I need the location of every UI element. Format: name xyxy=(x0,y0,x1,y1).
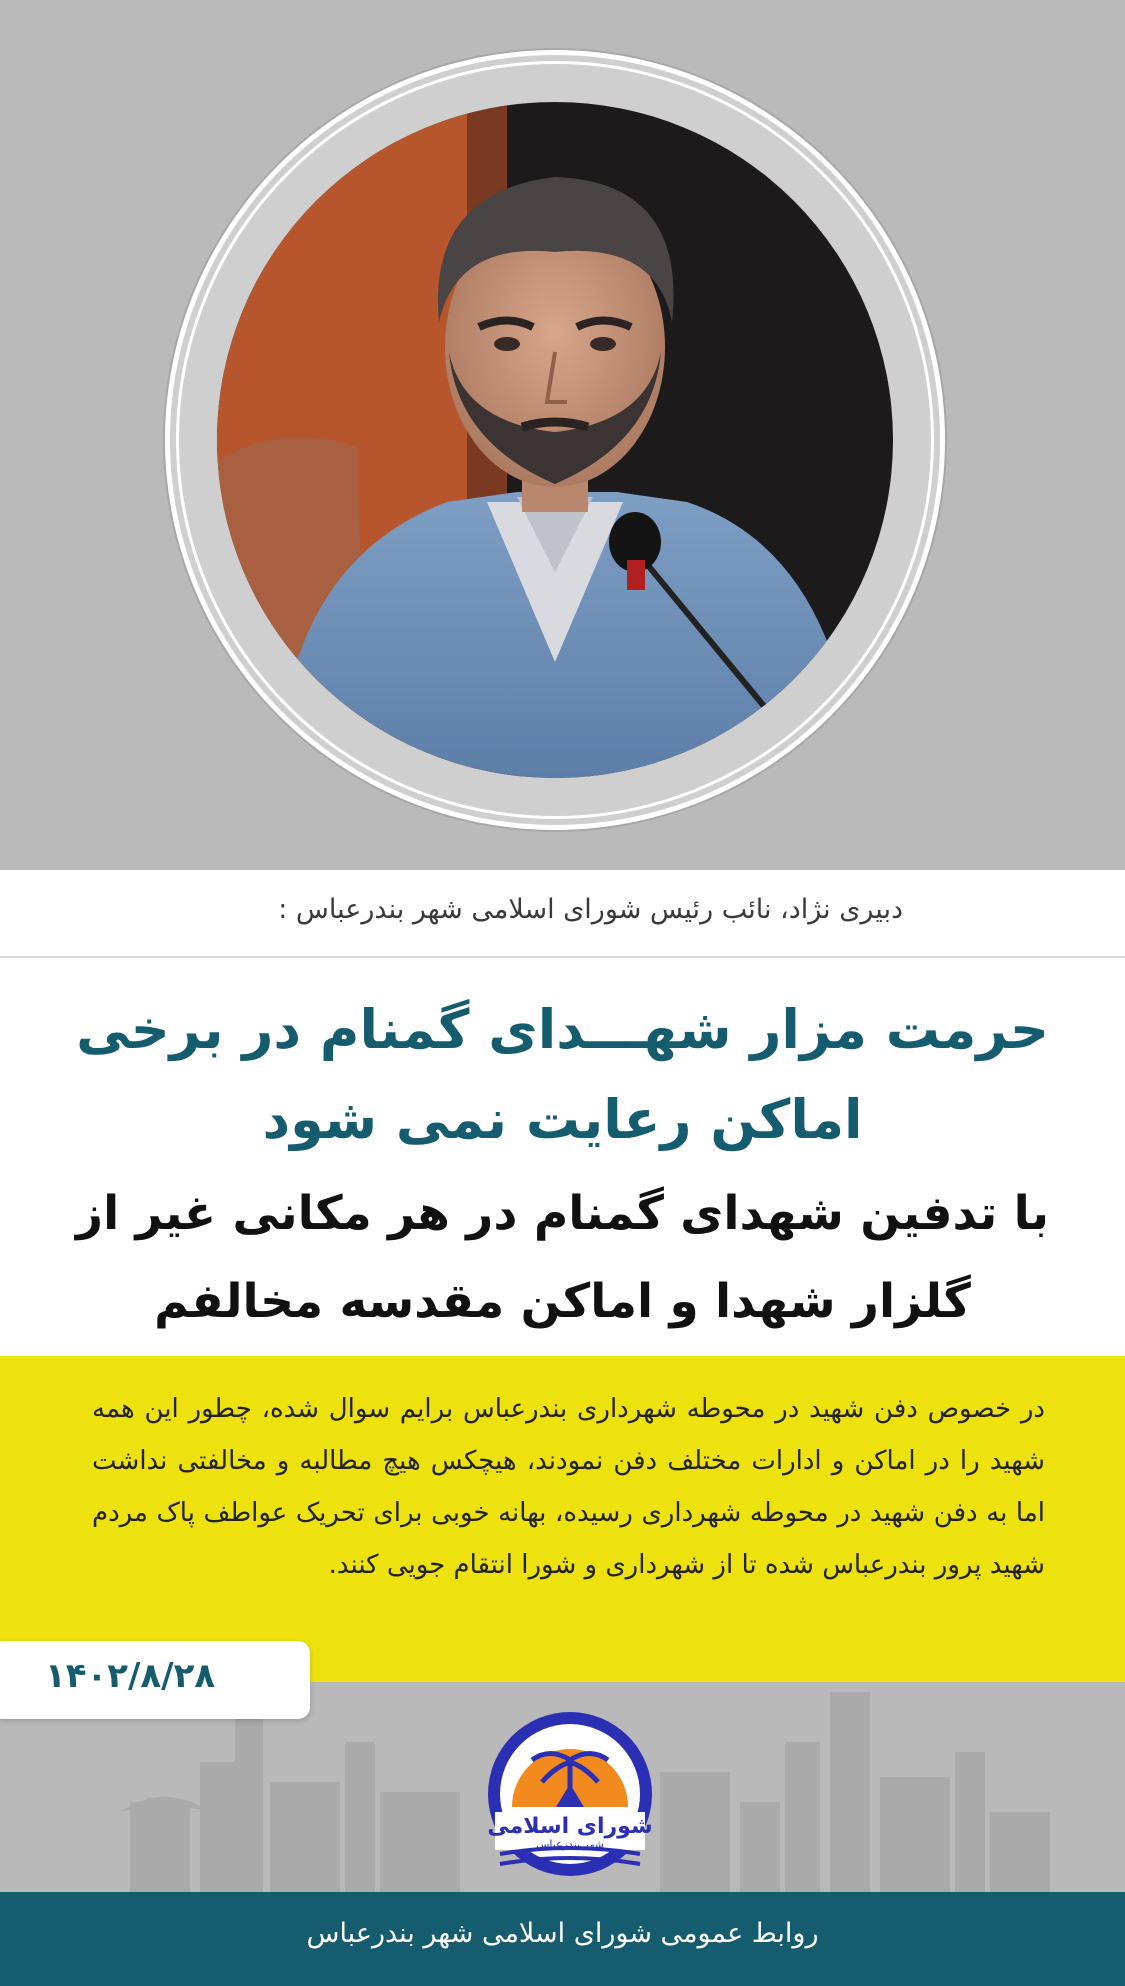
speaker-subtitle: دبیری نژاد، نائب رئیس شورای اسلامی شهر بندرعباس : xyxy=(278,894,903,925)
footer-text: روابط عمومی شورای اسلامی شهر بندرعباس xyxy=(306,1918,819,1949)
headline: حرمت مزار شهـــدای گمنام در برخی اماکن رعایت نمی شود xyxy=(76,998,1049,1151)
subheadline: با تدفین شهدای گمنام در هر مکانی غیر از گلزار شهدا و اماکن مقدسه مخالفم xyxy=(76,1186,1049,1329)
date: ۱۴۰۲/۸/۲۸ xyxy=(45,1656,216,1696)
city-council-logo xyxy=(470,1712,670,1882)
logo-name: شورای اسلامی xyxy=(487,1814,653,1839)
logo-subtitle: شهر بندرعباس xyxy=(536,1838,604,1851)
body-text: در خصوص دفن شهید در محوطه شهرداری بندرعباس برایم سوال شده، چطور این همه شهید را در اماکن و ادارات مختلف دفن نمودند، هیچکس هیچ مطالبه و مخالفتی نداشت اما به دفن شهید در محوطه شهرداری رسیده، بهانه خوبی برای تحریک عواطف پاک مردم شهید پرور بندرعباس شده تا از شهرداری و شورا انتقام جویی کنند. xyxy=(92,1394,1045,1580)
portrait-photo xyxy=(217,102,893,778)
